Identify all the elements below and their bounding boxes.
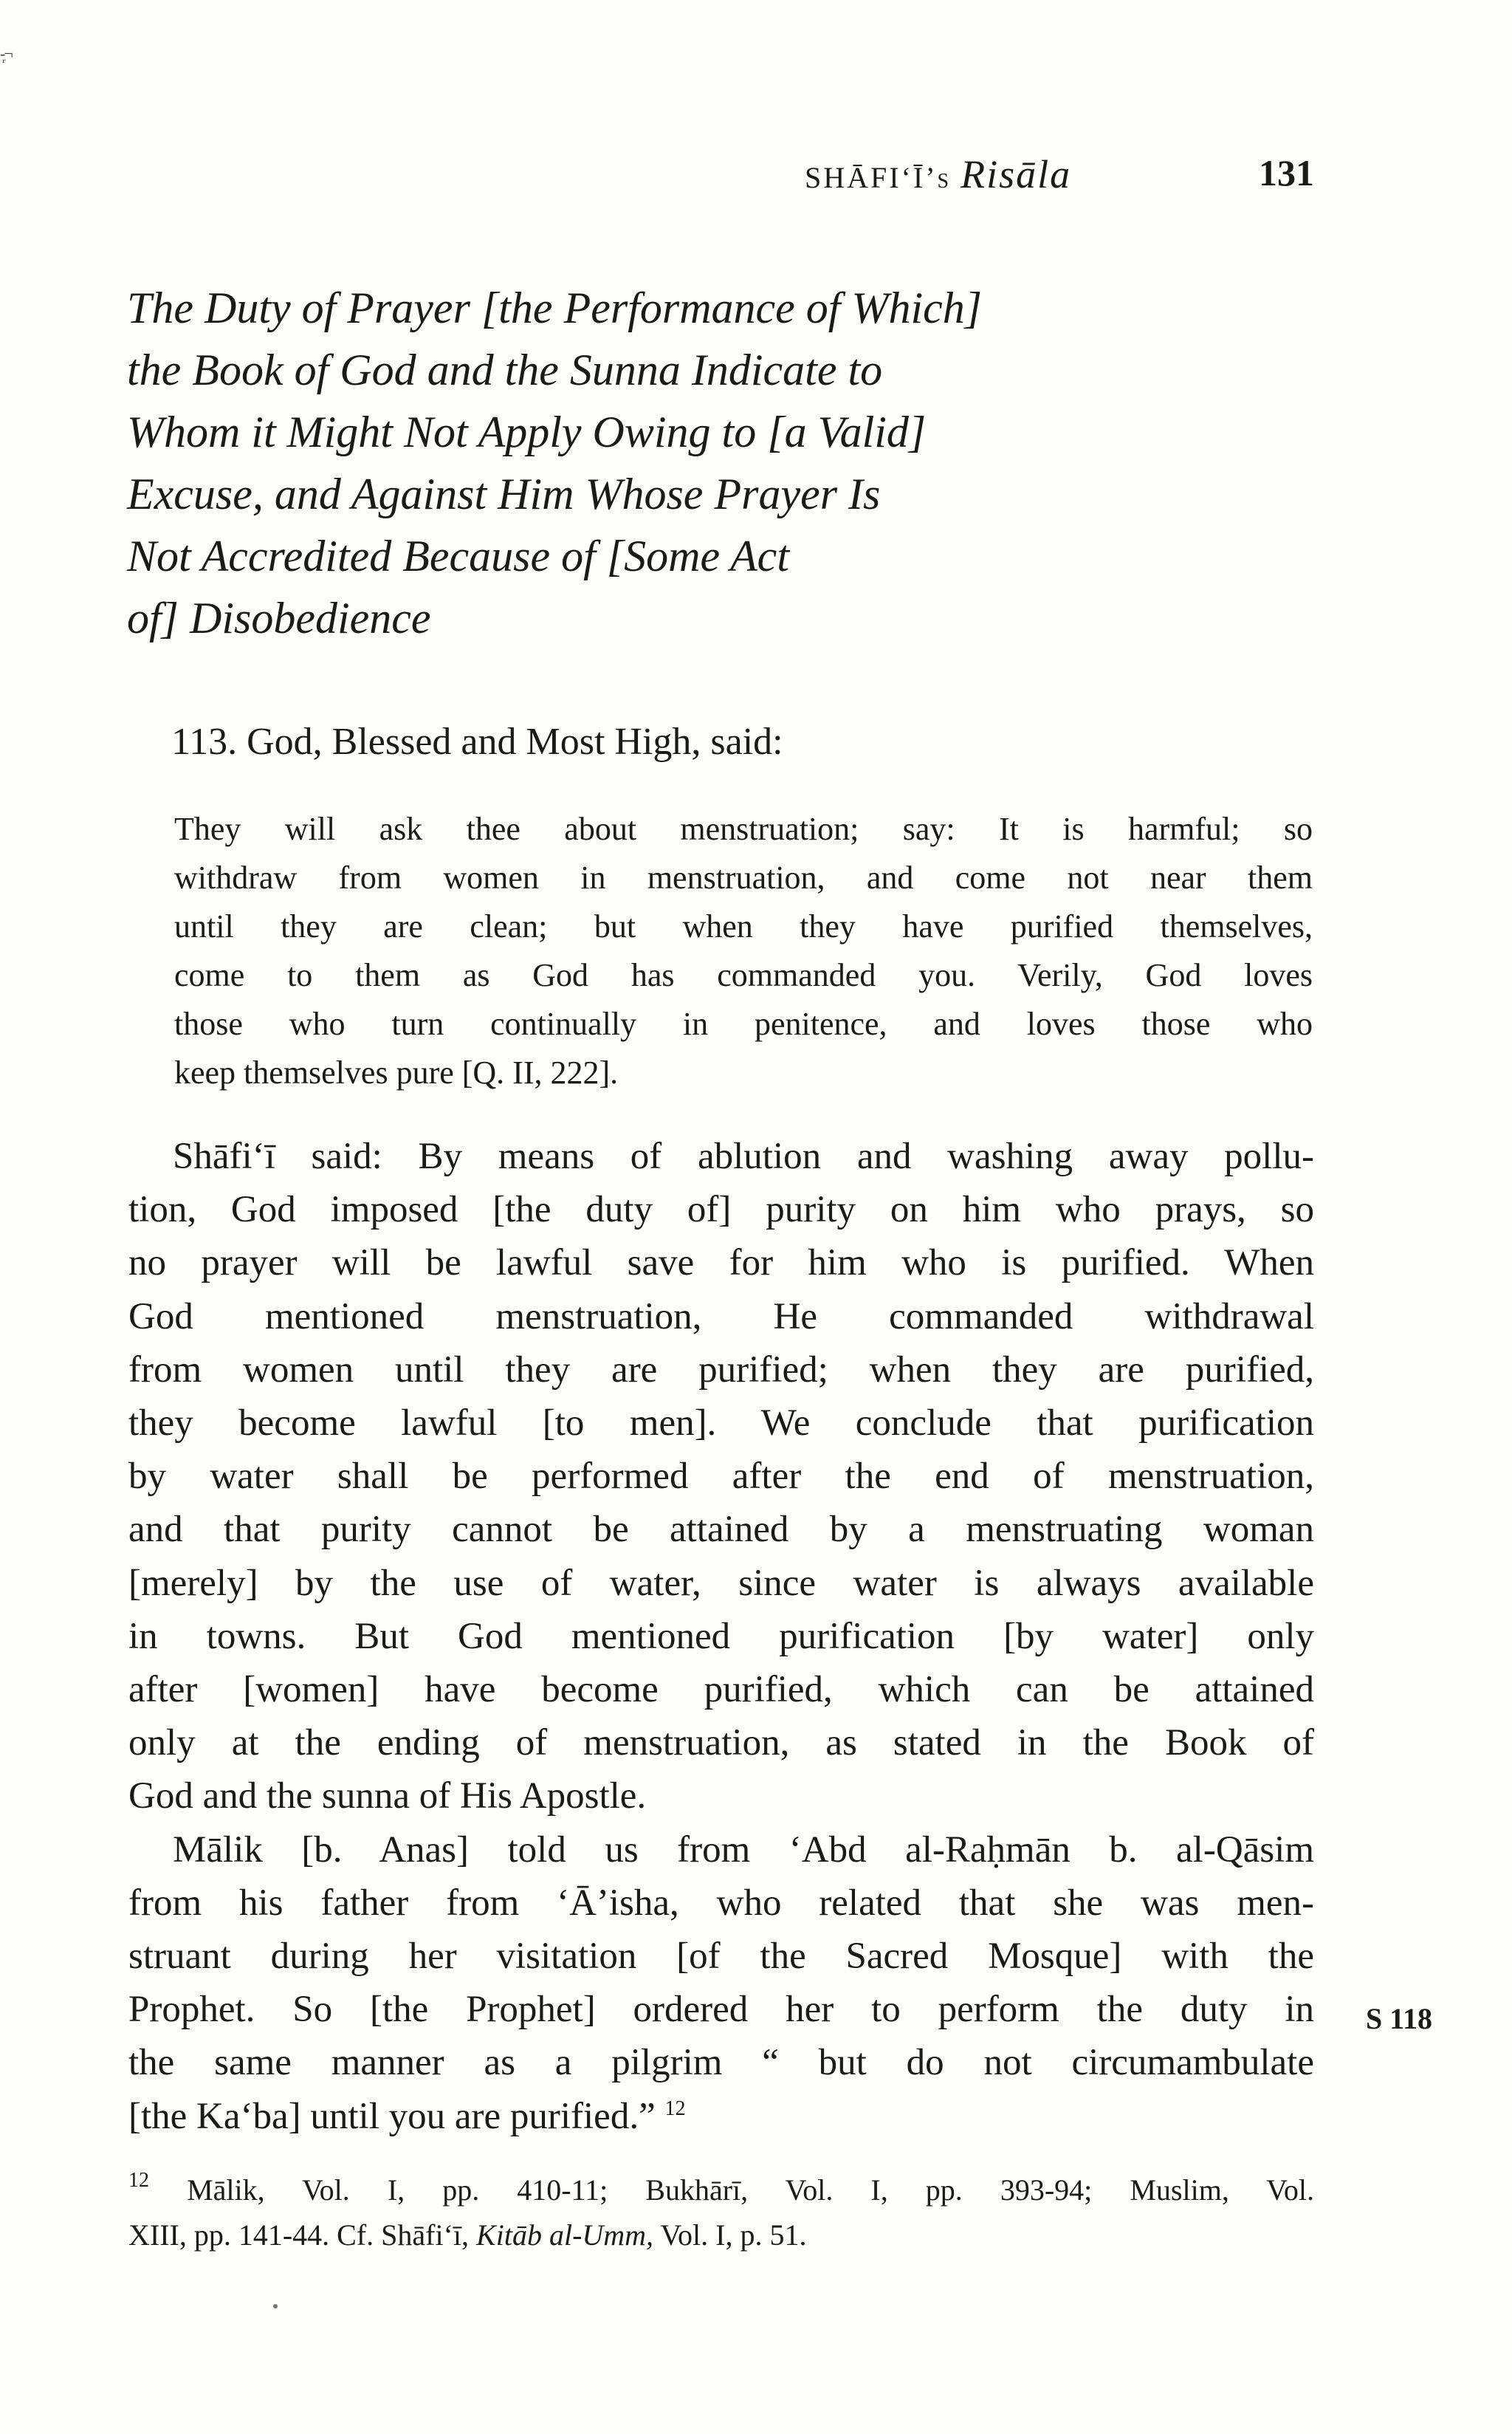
footnote-text: Vol. I, p. 51. [660, 2218, 807, 2252]
running-head [805, 151, 1314, 196]
body-line: Shāfi‘ī said: By means of ablution and washing away pollu- [173, 1136, 1314, 1177]
quote-line: come to them as God has commanded you. Verily, God loves [174, 957, 1313, 993]
body-line: no prayer will be lawful save for him who is purified. When [128, 1242, 1314, 1284]
footnote-book-title: Kitāb al-Umm, [476, 2218, 654, 2252]
body-line: by water shall be performed after the end of menstruation, [128, 1456, 1314, 1498]
body-line: they become lawful [to men]. We conclude that purification [128, 1402, 1314, 1444]
body-line: God and the sunna of His Apostle. [128, 1775, 647, 1817]
footnote [128, 2167, 1314, 2258]
paragraph-113-intro [171, 720, 783, 764]
heading-line: Excuse, and Against Him Whose Prayer Is [127, 470, 881, 518]
body-line: the same manner as a pilgrim “ but do not circumambulate [128, 2042, 1314, 2084]
quran-quotation [174, 805, 1313, 1097]
body-line-text: [the Ka‘ba] until you are purified.” [128, 2095, 656, 2137]
body-line: [merely] by the use of water, since water is always available [128, 1562, 1314, 1604]
footnote-text: XIII, pp. 141-44. Cf. Shāfi‘ī, [128, 2218, 470, 2252]
quote-line: keep themselves pure [Q. II, 222]. [174, 1055, 619, 1091]
paragraph-intro-text: God, Blessed and Most High, said: [247, 721, 783, 763]
quote-line: withdraw from women in menstruation, and come not near them [174, 860, 1313, 896]
footnote-line [128, 2167, 1314, 2212]
body-line: from his father from ‘Ā’isha, who related that she was men- [128, 1882, 1314, 1924]
scan-speck [273, 2304, 278, 2308]
body-line: struant during her visitation [of the Sacred Mosque] with the [128, 1936, 1314, 1978]
footnote-reference[interactable]: 12 [664, 2097, 686, 2120]
page-number: 131 [1259, 152, 1314, 193]
body-line: from women until they are purified; when they are purified, [128, 1348, 1314, 1391]
body-line-with-footnote [128, 2090, 1314, 2143]
body-line: only at the ending of menstruation, as stated in the Book of [128, 1722, 1314, 1764]
footnote-number: 12 [128, 2169, 149, 2192]
running-head-title [805, 151, 1071, 197]
body-line: in towns. But God mentioned purification [by water] only [128, 1615, 1314, 1657]
body-line: after [women] have become purified, which can be attained [128, 1669, 1314, 1711]
body-text [128, 1130, 1314, 2143]
body-line: Prophet. So [the Prophet] ordered her to perform the duty in [128, 1989, 1314, 2031]
scan-corner-mark: ‑᷊¬ [0, 44, 12, 63]
footnote-text: Mālik, Vol. I, pp. 410-11; Bukhārī, Vol. I, pp. 393-94; Muslim, Vol. [187, 2173, 1314, 2207]
heading-line: the Book of God and the Sunna Indicate to [127, 346, 883, 394]
body-line: and that purity cannot be attained by a menstruating woman [128, 1509, 1314, 1551]
body-line: tion, God imposed [the duty of] purity on him who prays, so [128, 1189, 1314, 1231]
heading-line: Whom it Might Not Apply Owing to [a Valid] [127, 408, 927, 456]
body-line: God mentioned menstruation, He commanded withdrawal [128, 1295, 1314, 1337]
heading-line: The Duty of Prayer [the Performance of Which] [127, 284, 983, 332]
heading-line: Not Accredited Because of [Some Act [127, 532, 789, 580]
quote-line: They will ask thee about menstruation; say: It is harmful; so [174, 811, 1313, 847]
running-head-book: Risāla [961, 152, 1072, 196]
heading-line: of] Disobedience [127, 594, 431, 642]
body-line: Mālik [b. Anas] told us from ‘Abd al-Raḥmān b. al-Qāsim [173, 1828, 1314, 1871]
chapter-heading [127, 277, 1308, 649]
running-head-author: SHĀFI‘Ī’s [805, 161, 952, 194]
footnote-line [128, 2212, 1314, 2258]
paragraph-number: 113. [171, 721, 238, 763]
quote-line: those who turn continually in penitence, and loves those who [174, 1006, 1313, 1042]
quote-line: until they are clean; but when they have purified themselves, [174, 908, 1313, 945]
margin-section-marker: S 118 [1366, 2002, 1433, 2035]
